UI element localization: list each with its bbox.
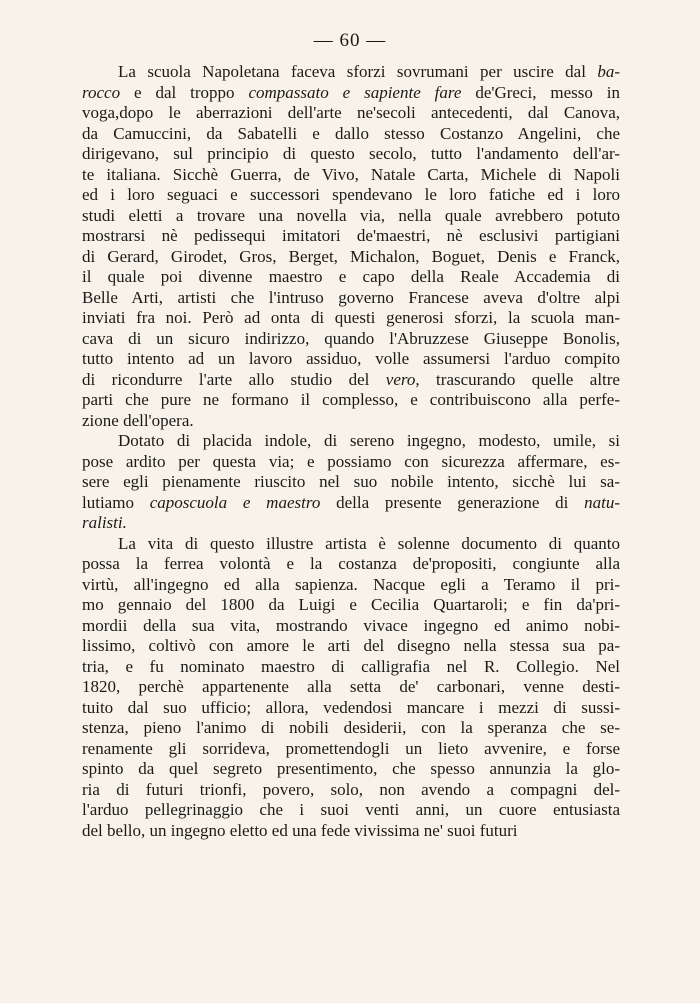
text-line <box>82 575 620 596</box>
text-run: studi eletti a trovare una novella via, nella quale avrebbero potuto <box>82 205 620 225</box>
italic-run: natu- <box>584 492 620 512</box>
text-run: della presente generazione di <box>320 492 585 512</box>
text-run: renamente gli sorrideva, promettendogli un lieto avvenire, e forse <box>82 738 620 758</box>
text-line <box>82 247 620 268</box>
text-line <box>82 288 620 309</box>
text-run: trascurando quelle altre <box>419 369 620 389</box>
text-run: l'arduo pellegrinaggio che i suoi venti anni, un cuore entusiasta <box>82 800 620 819</box>
text-line <box>82 513 620 534</box>
text-run: Dotato di placida indole, di sereno ingegno, modesto, umile, si <box>118 431 620 450</box>
text-line <box>82 739 620 760</box>
text-run: di ricondurre l'arte allo studio del <box>82 369 386 389</box>
text-run: pose ardito per questa via; e possiamo con sicurezza affermare, es- <box>82 451 620 471</box>
body-text <box>82 62 620 841</box>
text-run: parti che pure ne formano il complesso, e contribuiscono alla perfe- <box>82 390 620 409</box>
text-line <box>82 595 620 616</box>
text-run: voga,dopo le aberrazioni dell'arte ne'secoli antecedenti, dal Canova, <box>82 103 620 122</box>
text-run: stenza, pieno l'animo di nobili desiderii, con la speranza che se- <box>82 718 620 737</box>
text-run: de'Greci, messo in <box>461 82 620 102</box>
text-line <box>82 800 620 821</box>
text-line <box>82 226 620 247</box>
text-line <box>82 103 620 124</box>
text-line <box>82 308 620 329</box>
text-line <box>82 62 620 83</box>
text-run: dirigevano, sul principio di questo secolo, tutto l'andamento dell'ar- <box>82 144 620 163</box>
text-run: mostrarsi nè pedissequi imitatori de'maestri, nè esclusivi partigiani <box>82 226 620 245</box>
text-line <box>82 411 620 432</box>
text-run: virtù, all'ingegno ed alla sapienza. Nacque egli a Teramo il pri- <box>82 574 620 594</box>
text-line <box>82 267 620 288</box>
italic-run: ralisti. <box>82 513 127 532</box>
text-line <box>82 616 620 637</box>
text-line <box>82 534 620 555</box>
text-run: il quale poi divenne maestro e capo della Reale Accademia di <box>82 267 620 286</box>
text-line <box>82 124 620 145</box>
text-line <box>82 554 620 575</box>
text-line <box>82 718 620 739</box>
text-run: te italiana. Sicchè Guerra, de Vivo, Natale Carta, Michele di Napoli <box>82 164 620 184</box>
text-run: possa la ferrea volontà e la costanza de'propositi, congiunte alla <box>82 554 620 573</box>
text-run: tutto intento ad un lavoro assiduo, volle assumersi l'arduo compito <box>82 349 620 368</box>
text-run: mordii della sua vita, mostrando vivace ingegno ed animo nobi- <box>82 615 620 635</box>
text-line <box>82 821 620 842</box>
text-line <box>82 493 620 514</box>
text-run: e dal troppo <box>120 82 249 102</box>
text-run: del bello, un ingegno eletto ed una fede vivissima ne' suoi futuri <box>82 820 518 840</box>
text-line <box>82 657 620 678</box>
text-run: spinto da quel segreto presentimento, che spesso annunzia la glo- <box>82 759 620 778</box>
text-run: 1820, perchè appartenente alla setta de' carbonari, venne desti- <box>82 677 620 696</box>
italic-run: vero, <box>385 369 420 389</box>
text-line <box>82 759 620 780</box>
text-run: tuito dal suo ufficio; allora, vedendosi mancare i mezzi di sussi- <box>82 697 620 717</box>
text-line <box>82 329 620 350</box>
text-run: lissimo, coltivò con amore le arti del disegno nella stessa sua pa- <box>82 636 620 655</box>
text-line <box>82 431 620 452</box>
text-line <box>82 83 620 104</box>
text-run: ed i loro seguaci e successori spendevano le loro fatiche ed i loro <box>82 185 620 204</box>
text-line <box>82 206 620 227</box>
text-line <box>82 636 620 657</box>
page-number: — 60 — <box>313 30 387 51</box>
text-run: ria di futuri trionfi, povero, solo, non avendo a compagni del- <box>82 779 620 799</box>
italic-run: compassato e sapiente fare <box>248 82 462 102</box>
text-run: cava di un sicuro indirizzo, quando l'Abruzzese Giuseppe Bonolis, <box>82 328 620 348</box>
text-run: La vita di questo illustre artista è solenne documento di quanto <box>118 533 620 553</box>
italic-run: caposcuola e maestro <box>149 492 321 512</box>
text-run: La scuola Napoletana faceva sforzi sovrumani per uscire dal <box>118 62 598 81</box>
text-run: inviati fra noi. Però ad onta di questi generosi sforzi, la scuola man- <box>82 308 620 327</box>
text-line <box>82 677 620 698</box>
text-run: da Camuccini, da Sabatelli e dallo stesso Costanzo Angelini, che <box>82 123 620 143</box>
text-line <box>82 390 620 411</box>
text-line <box>82 165 620 186</box>
text-run: Belle Arti, artisti che l'intruso governo Francese aveva d'oltre alpi <box>82 287 620 307</box>
text-line <box>82 698 620 719</box>
text-run: tria, e fu nominato maestro di calligrafia nel R. Collegio. Nel <box>82 656 620 676</box>
text-line <box>82 452 620 473</box>
text-run: mo gennaio del 1800 da Luigi e Cecilia Quartaroli; e fin da'pri- <box>82 595 620 614</box>
text-run: sere egli pienamente riuscito nel suo nobile intento, sicchè lui sa- <box>82 472 620 491</box>
text-run: di Gerard, Girodet, Gros, Berget, Michalon, Boguet, Denis e Franck, <box>82 246 620 266</box>
text-run: lutiamo <box>82 492 150 512</box>
italic-run: rocco <box>82 82 121 102</box>
text-line <box>82 349 620 370</box>
text-run: zione dell'opera. <box>82 410 194 430</box>
text-line <box>82 780 620 801</box>
text-line <box>82 185 620 206</box>
italic-run: ba- <box>597 62 620 81</box>
text-line <box>82 472 620 493</box>
text-line <box>82 144 620 165</box>
text-line <box>82 370 620 391</box>
